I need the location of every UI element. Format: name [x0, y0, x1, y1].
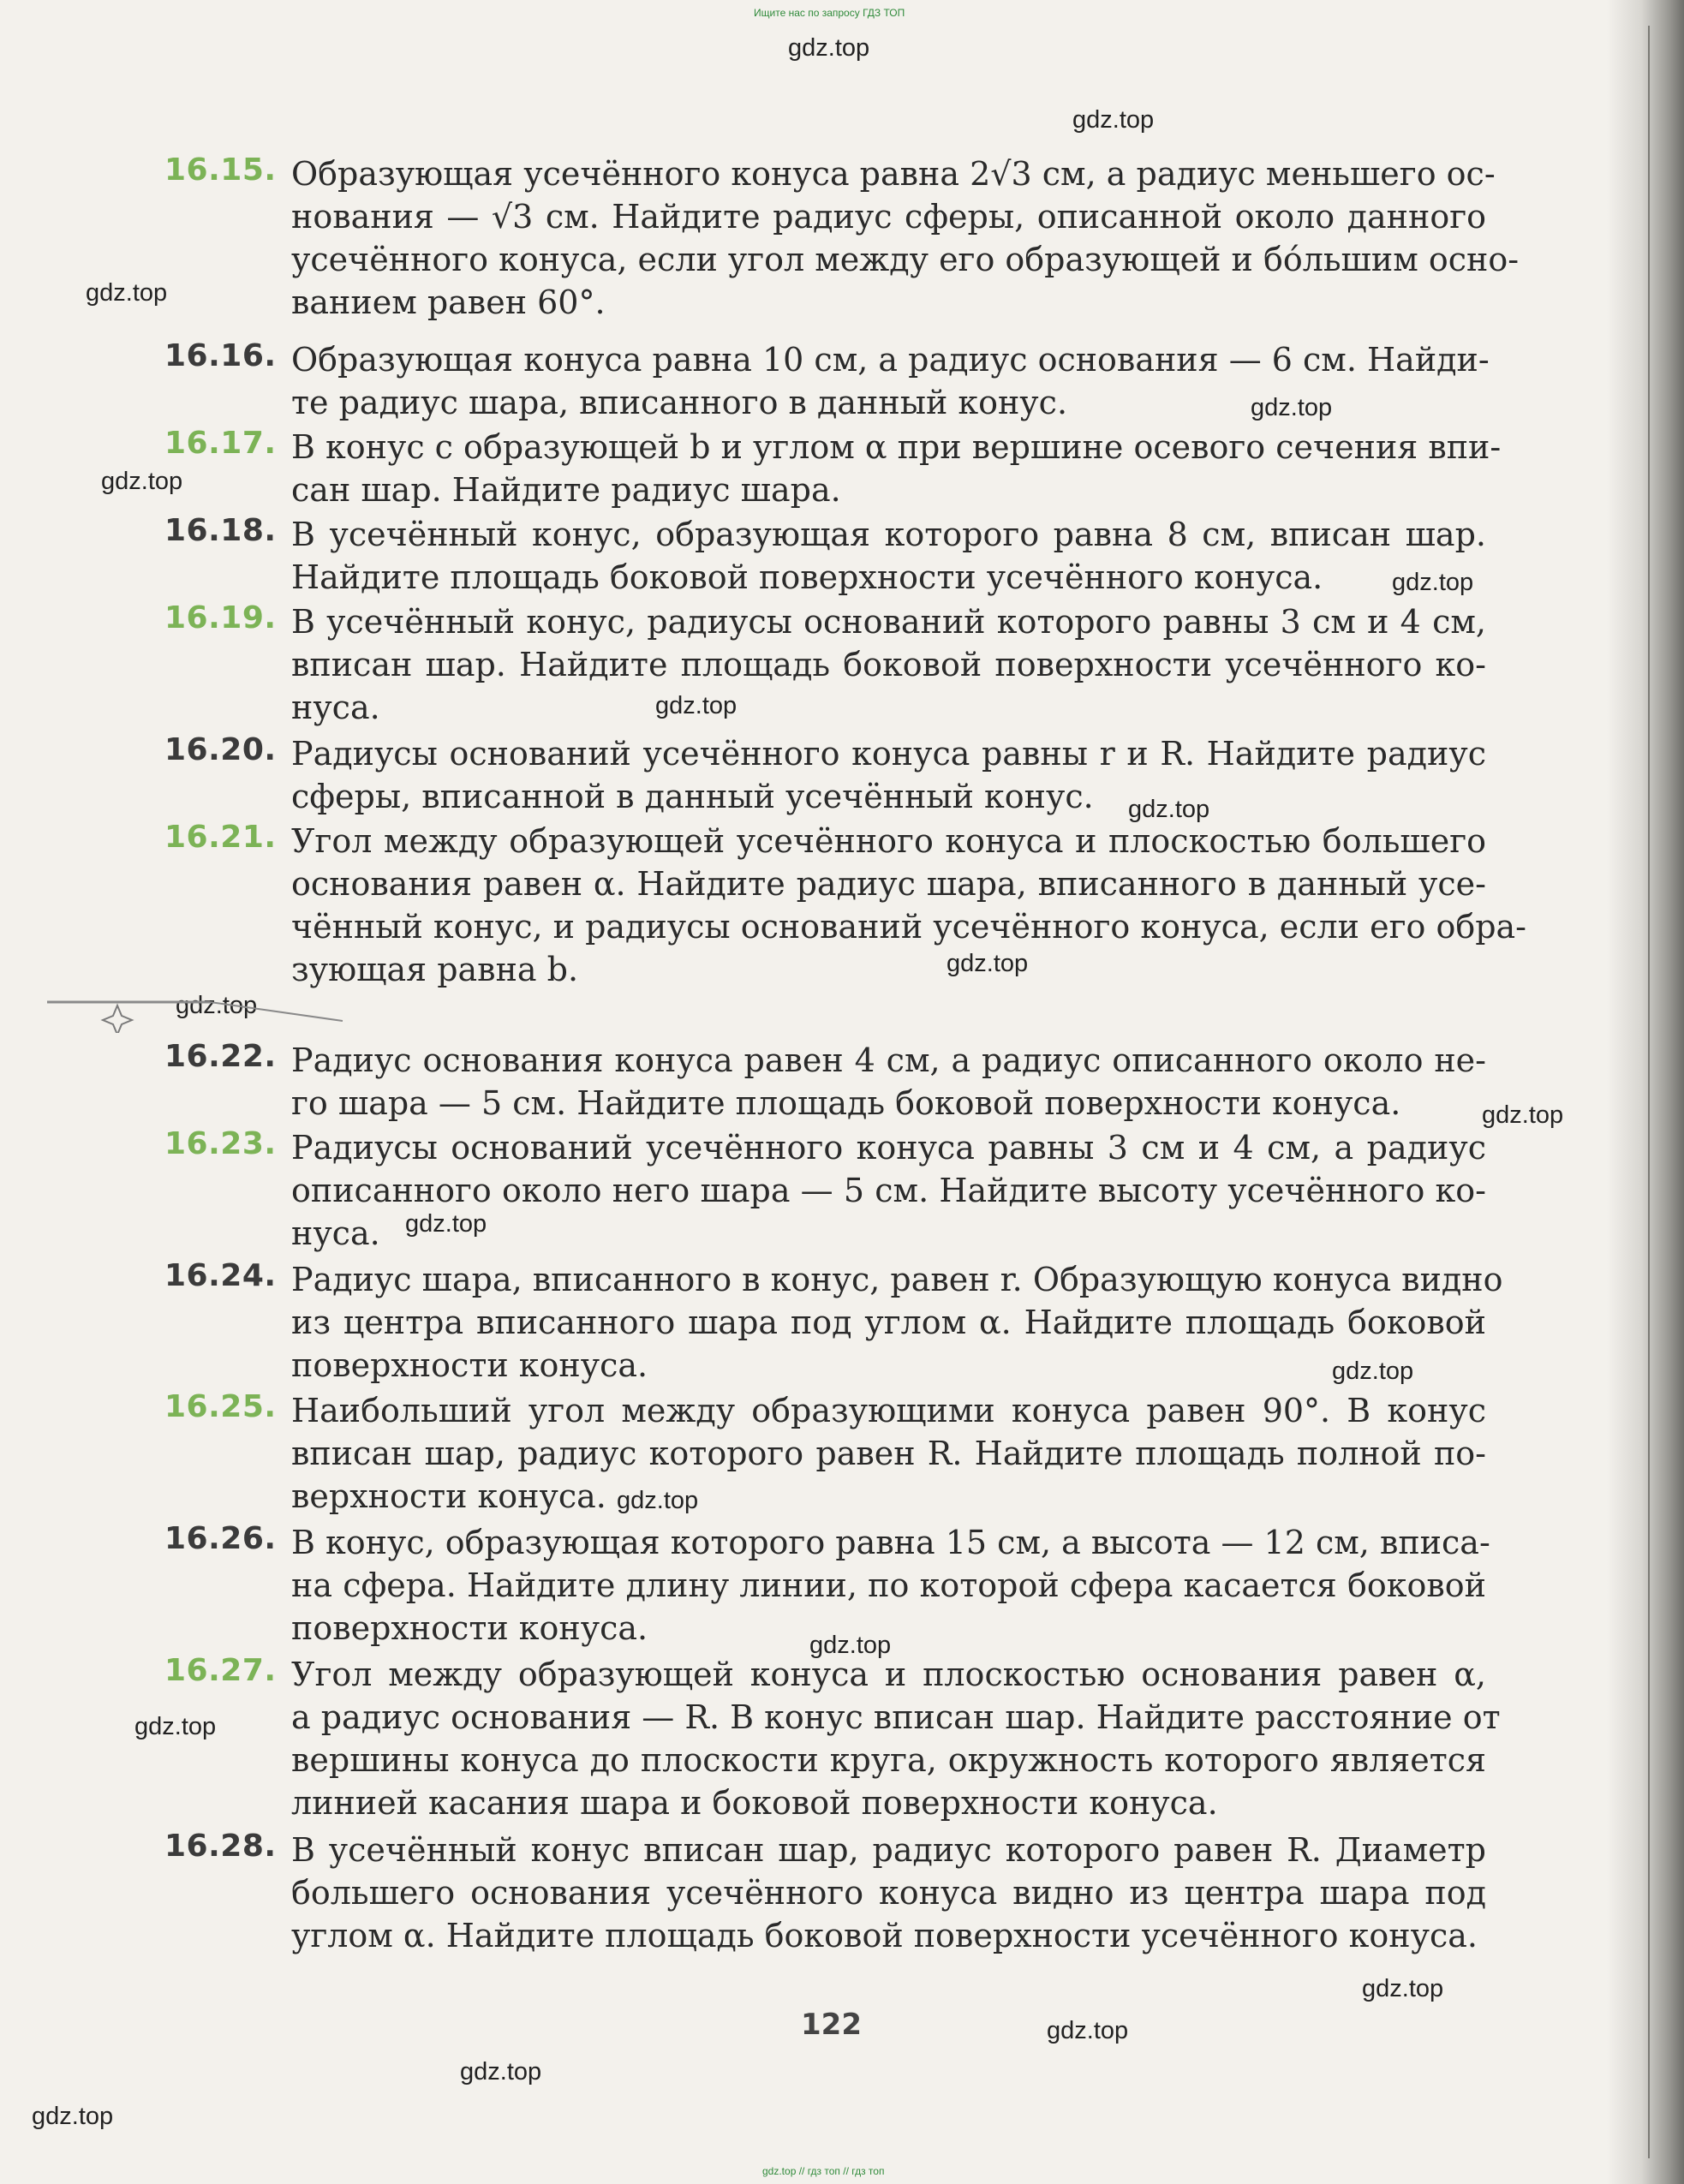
problem-number: 16.22. [164, 1039, 277, 1074]
problem-text-line: ванием равен 60°. [291, 283, 606, 321]
watermark: gdz.top [1251, 394, 1333, 421]
problem-text-line: В усечённый конус, радиусы оснований которого равны 3 см и 4 см, [291, 603, 1486, 641]
problem-text-line: поверхности конуса. [291, 1609, 648, 1647]
problem-number: 16.27. [164, 1653, 277, 1688]
problem-text-line: сан шар. Найдите радиус шара. [291, 471, 841, 509]
watermark: gdz.top [405, 1210, 487, 1238]
problem-text-line: В усечённый конус, образующая которого равна 8 см, вписан шар. [291, 516, 1486, 553]
problem-number: 16.21. [164, 820, 277, 855]
problem-number: 16.23. [164, 1126, 277, 1161]
problem-text-line: Радиусы оснований усечённого конуса равны 3 см и 4 см, а радиус [291, 1129, 1486, 1167]
problem-text-line: вписан шар, радиус которого равен R. Найдите площадь полной по- [291, 1435, 1486, 1472]
problem-text-line: В усечённый конус вписан шар, радиус которого равен R. Диаметр [291, 1831, 1486, 1869]
page-number: 122 [801, 2008, 862, 2042]
problem-text-line: углом α. Найдите площадь боковой поверхности усечённого конуса. [291, 1917, 1478, 1954]
problem-number: 16.26. [164, 1521, 277, 1556]
page-edge-line [1648, 26, 1650, 2158]
problem-number: 16.24. [164, 1258, 277, 1293]
watermark: gdz.top [1047, 2017, 1129, 2044]
problem-text-line: поверхности конуса. [291, 1346, 648, 1384]
problem-text-line: Радиусы оснований усечённого конуса равны r и R. Найдите радиус [291, 735, 1486, 773]
problem-number: 16.16. [164, 338, 277, 373]
problem-text-line: Угол между образующей конуса и плоскостью основания равен α, [291, 1656, 1486, 1693]
problem-text-line: описанного около него шара — 5 см. Найдите высоту усечённого ко- [291, 1172, 1486, 1209]
footer-notice: gdz.top // гдз топ // гдз топ [762, 2165, 885, 2177]
problem-text-line: нуса. [291, 1214, 380, 1252]
watermark: gdz.top [1072, 106, 1155, 134]
watermark: gdz.top [176, 992, 258, 1019]
watermark: gdz.top [809, 1632, 892, 1659]
problem-text-line: Образующая конуса равна 10 см, а радиус основания — 6 см. Найди- [291, 341, 1490, 379]
problem-text-line: Образующая усечённого конуса равна 2√3 см, а радиус меньшего ос- [291, 155, 1496, 193]
problem-text-line: нования — √3 см. Найдите радиус сферы, описанной около данного [291, 198, 1486, 236]
problem-text-line: большего основания усечённого конуса видно из центра шара под [291, 1874, 1486, 1912]
problem-text-line: В конус, образующая которого равна 15 см, а высота — 12 см, вписа- [291, 1524, 1490, 1561]
watermark: gdz.top [947, 950, 1029, 977]
watermark: gdz.top [134, 1713, 217, 1740]
problem-text-line: го шара — 5 см. Найдите площадь боковой поверхности конуса. [291, 1084, 1401, 1122]
problem-text-line: чённый конус, и радиусы оснований усечённого конуса, если его обра- [291, 908, 1527, 946]
problem-text-line: те радиус шара, вписанного в данный конус. [291, 384, 1068, 421]
problem-text-line: нуса. [291, 689, 380, 726]
problem-text-line: Наибольший угол между образующими конуса равен 90°. В конус [291, 1392, 1486, 1429]
watermark: gdz.top [1332, 1358, 1414, 1385]
header-notice: Ищите нас по запросу ГДЗ ТОП [754, 7, 905, 19]
problem-text-line: Радиус основания конуса равен 4 см, а радиус описанного около не- [291, 1041, 1486, 1079]
problem-text-line: основания равен α. Найдите радиус шара, вписанного в данный усе- [291, 865, 1486, 903]
problem-number: 16.17. [164, 426, 277, 461]
problem-text-line: линией касания шара и боковой поверхности конуса. [291, 1784, 1218, 1822]
problem-number: 16.19. [164, 600, 277, 636]
problem-text-line: из центра вписанного шара под углом α. Найдите площадь боковой [291, 1304, 1486, 1341]
watermark: gdz.top [1362, 1975, 1444, 2002]
section-star-marker [47, 999, 347, 1033]
problem-text-line: Угол между образующей усечённого конуса и плоскостью большего [291, 822, 1486, 860]
problem-text-line: Найдите площадь боковой поверхности усечённого конуса. [291, 558, 1323, 596]
problem-number: 16.20. [164, 732, 277, 767]
problem-text-line: на сфера. Найдите длину линии, по которой сфера касается боковой [291, 1566, 1486, 1604]
problem-text-line: Радиус шара, вписанного в конус, равен r. Образующую конуса видно [291, 1261, 1503, 1298]
watermark: gdz.top [788, 34, 870, 62]
watermark: gdz.top [1128, 796, 1210, 823]
watermark: gdz.top [86, 279, 168, 307]
problem-number: 16.15. [164, 152, 277, 188]
problem-text-line: зующая равна b. [291, 951, 579, 988]
watermark: gdz.top [1482, 1101, 1564, 1129]
problem-text-line: а радиус основания — R. В конус вписан шар. Найдите расстояние от [291, 1698, 1501, 1736]
watermark: gdz.top [655, 692, 737, 719]
problem-text-line: усечённого конуса, если угол между его образующей и бо́льшим осно- [291, 241, 1520, 278]
watermark: gdz.top [101, 468, 183, 495]
problem-text-line: верхности конуса. [291, 1477, 606, 1515]
problem-number: 16.28. [164, 1829, 277, 1864]
watermark: gdz.top [617, 1487, 699, 1514]
page-edge-shadow [1607, 0, 1684, 2184]
problem-text-line: вершины конуса до плоскости круга, окружность которого является [291, 1741, 1486, 1779]
watermark: gdz.top [460, 2058, 542, 2086]
watermark: gdz.top [1392, 569, 1474, 596]
problem-text-line: сферы, вписанной в данный усечённый конус. [291, 778, 1094, 815]
problem-number: 16.25. [164, 1389, 277, 1424]
watermark: gdz.top [32, 2103, 114, 2130]
problem-text-line: вписан шар. Найдите площадь боковой поверхности усечённого ко- [291, 646, 1486, 683]
problem-number: 16.18. [164, 513, 277, 548]
problem-text-line: В конус с образующей b и углом α при вершине осевого сечения впи- [291, 428, 1502, 466]
